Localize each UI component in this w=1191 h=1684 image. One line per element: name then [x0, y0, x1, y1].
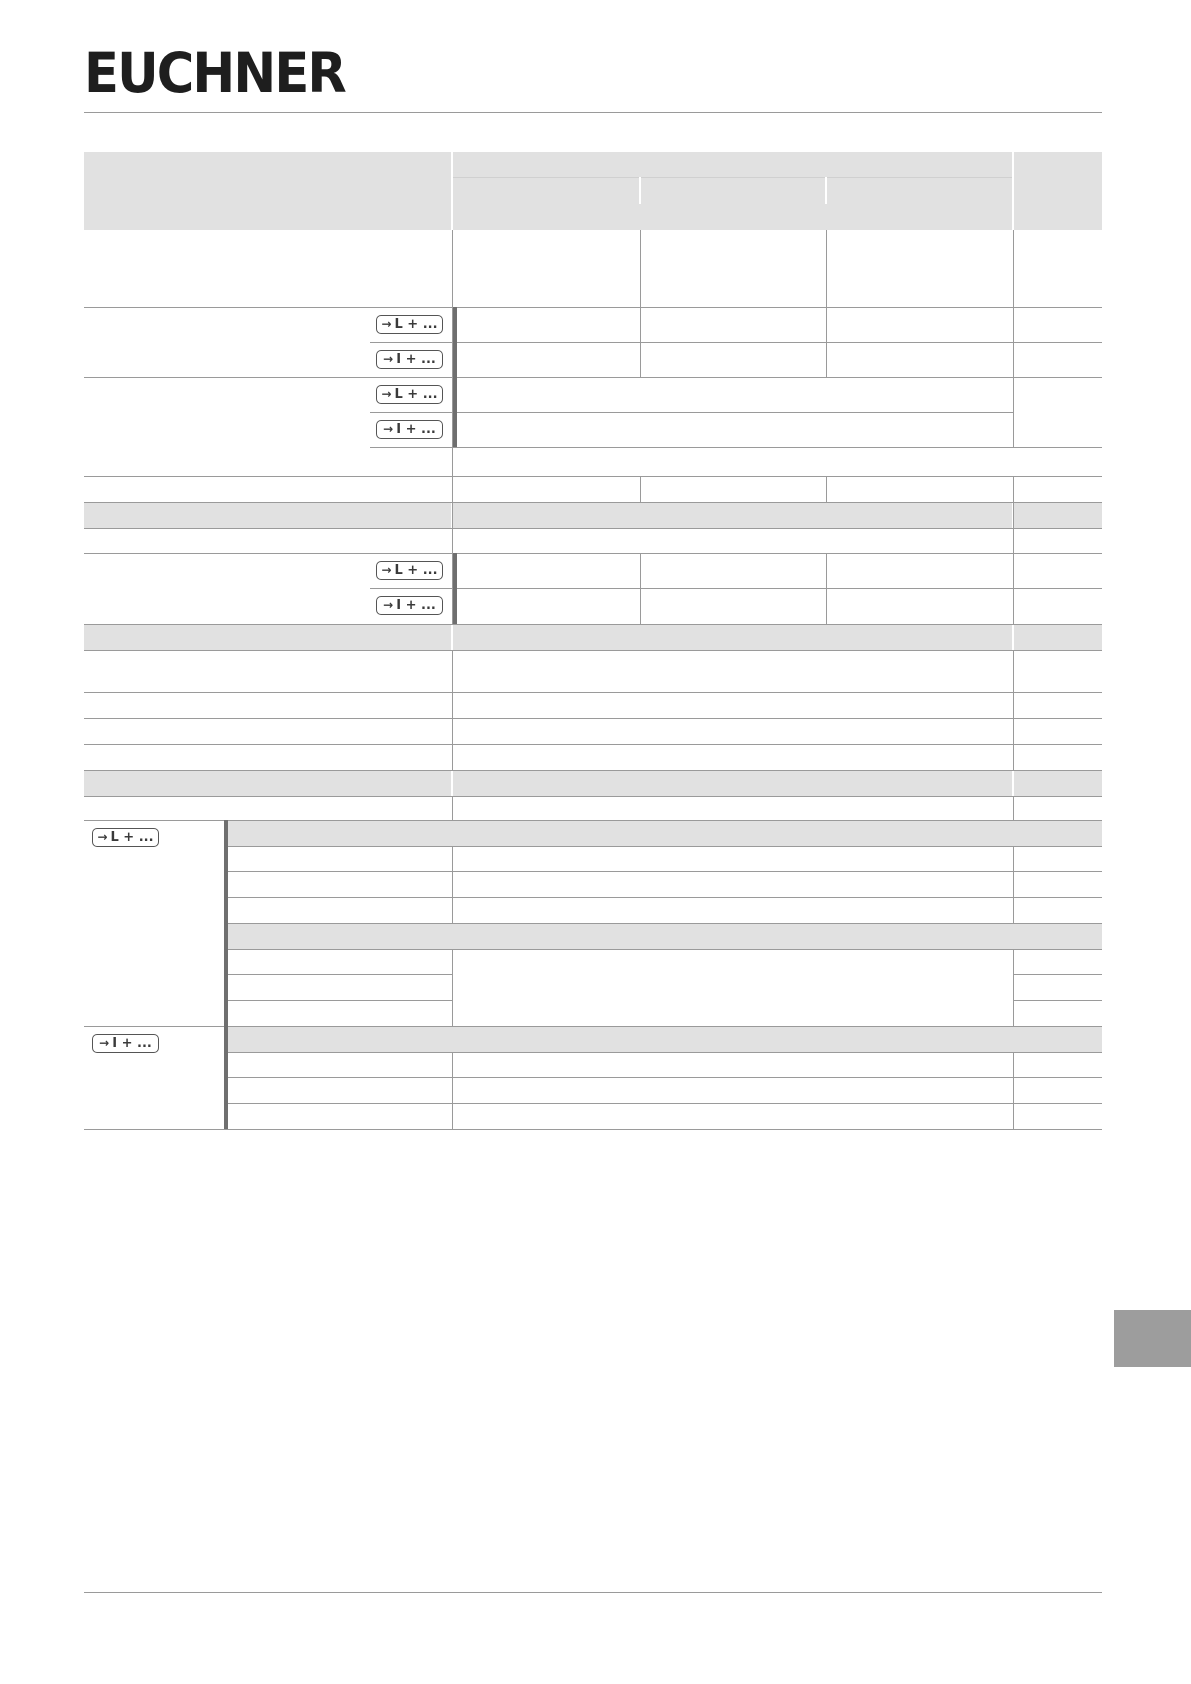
row-rule-30	[84, 1129, 1102, 1130]
badge-i-plus-1	[376, 350, 443, 369]
badge-l-plus-2	[376, 385, 443, 404]
row-rule-4	[370, 412, 1013, 413]
col-rule-15	[452, 846, 453, 923]
row-rule-5	[370, 447, 1102, 448]
row-rule-24	[227, 974, 452, 975]
col-rule-13	[452, 796, 453, 820]
row-rule-22	[227, 923, 1102, 924]
badge-label: L + ...	[394, 317, 438, 332]
badge-label: I + ...	[396, 598, 436, 613]
row-rule-7	[84, 502, 1102, 503]
row-rule-18	[84, 820, 1102, 821]
row-rule-9	[84, 553, 1102, 554]
arrow-right-icon: →	[381, 317, 392, 331]
col-rule-6	[640, 476, 641, 502]
section-band-1	[84, 204, 1102, 230]
row-rule-10	[370, 588, 1102, 589]
emphasis-bar-4	[224, 820, 228, 1026]
section-band-4	[84, 770, 1102, 796]
section-band-divider-a-4	[451, 770, 453, 796]
emphasis-bar-2	[453, 377, 457, 447]
col-rule-18	[1013, 949, 1014, 1026]
row-rule-20	[227, 871, 1102, 872]
row-rule-27	[227, 1052, 1102, 1053]
right-gap-rule-1	[1013, 974, 1102, 975]
table-header-band	[84, 152, 1102, 204]
row-rule-17	[84, 796, 1102, 797]
badge-label: L + ...	[394, 563, 438, 578]
header-divider-4	[825, 177, 827, 204]
row-rule-12	[84, 650, 1102, 651]
col-rule-3	[826, 230, 827, 377]
row-rule-15	[84, 744, 1102, 745]
col-rule-12	[1013, 650, 1014, 770]
row-rule-29	[227, 1103, 1102, 1104]
section-band-divider-a-1	[451, 204, 453, 230]
section-band-divider-a-3	[451, 624, 453, 650]
col-rule-9	[640, 553, 641, 624]
col-rule-2	[640, 230, 641, 377]
row-rule-8	[84, 528, 1102, 529]
col-rule-19	[452, 1052, 453, 1129]
col-rule-8	[1013, 476, 1014, 624]
row-rule-26	[84, 1026, 1102, 1027]
row-rule-14	[84, 718, 1102, 719]
row-rule-3	[84, 377, 1102, 378]
header-inner-rule	[452, 177, 1013, 178]
row-rule-6	[84, 476, 1102, 477]
arrow-right-icon: →	[383, 422, 394, 436]
badge-l-plus-1	[376, 315, 443, 334]
row-rule-2	[370, 342, 1102, 343]
section-band-divider-b-3	[1012, 624, 1014, 650]
section-band-divider-b-1	[1012, 204, 1014, 230]
row-rule-1	[84, 307, 1102, 308]
subsection-band-3	[227, 1026, 1102, 1052]
subsection-band-1	[227, 820, 1102, 846]
col-rule-14	[1013, 796, 1014, 820]
euchner-logo: EUCHNER	[84, 41, 345, 105]
header-divider-3	[639, 177, 641, 204]
arrow-right-icon: →	[381, 387, 392, 401]
row-rule-21	[227, 897, 1102, 898]
badge-label: L + ...	[110, 830, 154, 845]
badge-i-plus-4	[92, 1034, 159, 1053]
emphasis-bar-3	[453, 553, 457, 624]
col-rule-7	[826, 476, 827, 502]
chapter-tab-marker	[1114, 1310, 1191, 1367]
badge-l-plus-4	[92, 828, 159, 847]
row-rule-25	[227, 1000, 452, 1001]
section-band-2	[84, 502, 1102, 528]
badge-i-plus-3	[376, 596, 443, 615]
arrow-right-icon: →	[97, 830, 108, 844]
header-divider-1	[451, 152, 453, 204]
badge-i-plus-2	[376, 420, 443, 439]
subsection-band-2	[227, 923, 1102, 949]
col-rule-4	[1013, 230, 1014, 447]
row-rule-23	[227, 949, 1102, 950]
col-rule-17	[452, 949, 453, 1026]
arrow-right-icon: →	[383, 598, 394, 612]
section-band-3	[84, 624, 1102, 650]
emphasis-bar-5	[224, 1026, 228, 1129]
badge-label: L + ...	[394, 387, 438, 402]
col-rule-16	[1013, 846, 1014, 923]
header-rule	[84, 112, 1102, 113]
badge-l-plus-3	[376, 561, 443, 580]
arrow-right-icon: →	[381, 563, 392, 577]
row-rule-19	[227, 846, 1102, 847]
footer-rule	[84, 1592, 1102, 1593]
row-rule-16	[84, 770, 1102, 771]
arrow-right-icon: →	[99, 1036, 110, 1050]
arrow-right-icon: →	[383, 352, 394, 366]
badge-label: I + ...	[396, 352, 436, 367]
col-rule-20	[1013, 1052, 1014, 1129]
row-rule-28	[227, 1077, 1102, 1078]
col-rule-10	[826, 553, 827, 624]
badge-label: I + ...	[396, 422, 436, 437]
emphasis-bar-1	[453, 307, 457, 377]
row-rule-11	[84, 624, 1102, 625]
badge-label: I + ...	[112, 1036, 152, 1051]
right-gap-rule-2	[1013, 1000, 1102, 1001]
section-band-divider-b-4	[1012, 770, 1014, 796]
col-rule-11	[452, 650, 453, 770]
header-divider-2	[1012, 152, 1014, 204]
row-rule-13	[84, 692, 1102, 693]
